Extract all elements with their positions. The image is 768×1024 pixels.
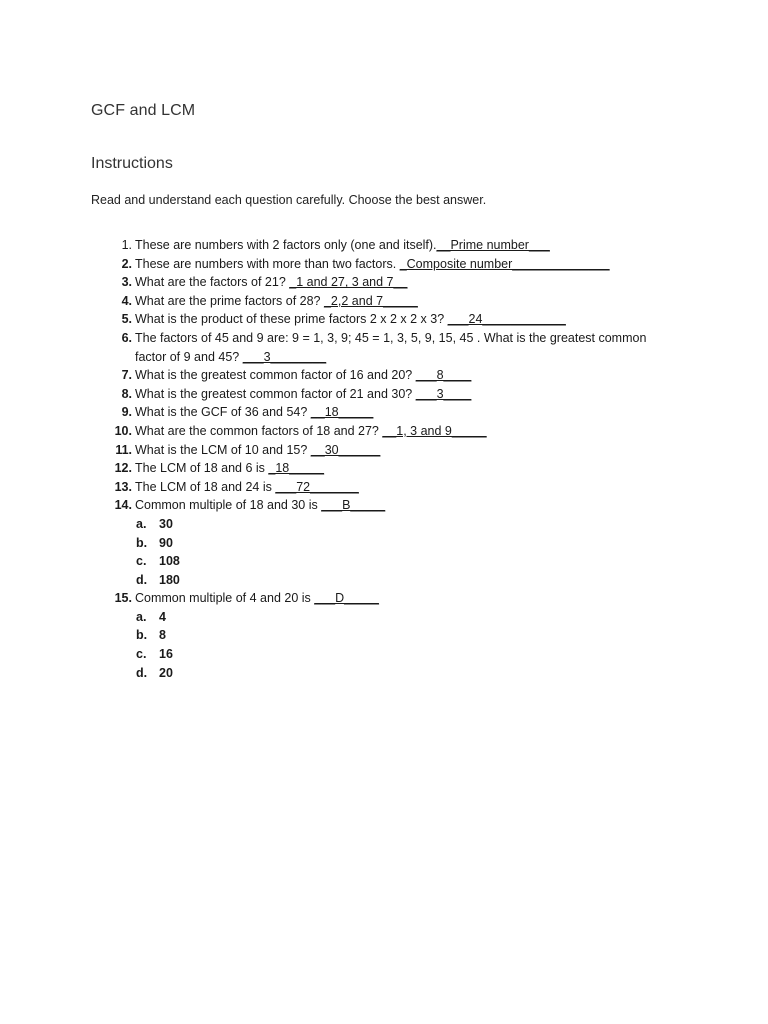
- question-prompt: Common multiple of 4 and 20 is: [135, 591, 315, 606]
- question-text: [135, 459, 680, 478]
- question-item: [0, 385, 768, 404]
- question-number: 3.: [121, 275, 132, 290]
- question-item: [0, 441, 768, 460]
- question-answer: ___3________: [242, 349, 327, 364]
- question-text: [135, 403, 680, 422]
- question-number: 14.: [114, 498, 132, 513]
- question-text: [135, 589, 680, 608]
- question-item: [0, 422, 768, 441]
- question-number: 1.: [121, 238, 132, 252]
- option-label: a.: [136, 516, 147, 531]
- answer-option: [0, 626, 768, 645]
- question-answer: ___24____________: [447, 312, 566, 327]
- answer-options: [0, 515, 768, 589]
- question-prompt: Common multiple of 18 and 30 is: [135, 498, 322, 513]
- option-label: a.: [136, 609, 147, 624]
- question-number: 2.: [121, 256, 132, 271]
- question-number: 5.: [121, 312, 132, 327]
- question-text: [135, 310, 680, 329]
- question-answer: ___3____: [415, 386, 472, 401]
- question-answer: _2,2 and 7_____: [323, 293, 418, 308]
- answer-options: [0, 608, 768, 682]
- question-number: 12.: [114, 461, 132, 476]
- question-item: [0, 310, 768, 329]
- question-text: [135, 385, 680, 404]
- question-answer: ___D_____: [314, 591, 379, 606]
- question-text: [135, 422, 680, 441]
- option-label: c.: [136, 554, 147, 569]
- question-text: [135, 236, 680, 255]
- question-prompt: What are the factors of 21?: [135, 275, 290, 290]
- question-number: 4.: [121, 293, 132, 308]
- option-value: 108: [159, 554, 180, 569]
- question-prompt: What is the LCM of 10 and 15?: [135, 442, 311, 457]
- question-text: [135, 441, 680, 460]
- answer-option: [0, 552, 768, 571]
- question-answer: ___B_____: [321, 498, 386, 513]
- question-number: 10.: [114, 423, 132, 438]
- question-prompt: The factors of 45 and 9 are: 9 = 1, 3, 9; 45 = 1, 3, 5, 9, 15, 45 . What is the greatest common factor of 9 and 45?: [135, 330, 647, 364]
- question-item: [0, 459, 768, 478]
- answer-option: [0, 534, 768, 553]
- option-label: b.: [136, 628, 148, 643]
- answer-option: [0, 664, 768, 683]
- question-item: [0, 478, 768, 497]
- option-value: 20: [159, 665, 173, 680]
- question-prompt: What is the greatest common factor of 21 and 30?: [135, 386, 416, 401]
- question-item: [0, 255, 768, 274]
- question-item: [0, 589, 768, 682]
- option-label: d.: [136, 665, 148, 680]
- option-value: 180: [159, 572, 180, 587]
- option-label: b.: [136, 535, 148, 550]
- answer-option: [0, 515, 768, 534]
- option-value: 30: [159, 516, 173, 531]
- question-text: [135, 292, 680, 311]
- question-item: [0, 236, 768, 255]
- option-label: d.: [136, 572, 148, 587]
- question-prompt: What is the greatest common factor of 16 and 20?: [135, 368, 416, 383]
- answer-option: [0, 571, 768, 590]
- question-prompt: The LCM of 18 and 24 is: [135, 479, 276, 494]
- instructions-heading: Instructions: [91, 155, 173, 172]
- question-number: 7.: [121, 368, 132, 383]
- answer-option: [0, 608, 768, 627]
- question-prompt: These are numbers with 2 factors only (one and itself).: [135, 238, 437, 252]
- question-prompt: The LCM of 18 and 6 is: [135, 461, 269, 476]
- question-answer: _1 and 27, 3 and 7__: [289, 275, 408, 290]
- option-value: 16: [159, 647, 173, 662]
- question-prompt: What are the common factors of 18 and 27?: [135, 423, 383, 438]
- question-number: 8.: [121, 386, 132, 401]
- answer-option: [0, 645, 768, 664]
- question-answer: __30______: [310, 442, 381, 457]
- question-answer: __Prime number___: [436, 238, 550, 252]
- option-label: c.: [136, 647, 147, 662]
- question-prompt: What is the product of these prime factors 2 x 2 x 2 x 3?: [135, 312, 448, 327]
- question-number: 13.: [114, 479, 132, 494]
- question-text: [135, 478, 680, 497]
- question-item: [0, 292, 768, 311]
- question-number: 9.: [121, 405, 132, 420]
- question-number: 15.: [114, 591, 132, 606]
- question-prompt: What are the prime factors of 28?: [135, 293, 324, 308]
- question-number: 11.: [115, 442, 132, 457]
- question-answer: __18_____: [310, 405, 374, 420]
- question-list: [0, 236, 768, 682]
- question-item: [0, 496, 768, 589]
- option-value: 4: [159, 609, 166, 624]
- option-value: 90: [159, 535, 173, 550]
- question-answer: ___8____: [415, 368, 472, 383]
- document-title: GCF and LCM: [91, 102, 196, 119]
- question-text: [135, 255, 680, 274]
- question-text: [135, 366, 680, 385]
- question-item: [0, 366, 768, 385]
- question-text: [135, 329, 680, 366]
- question-answer: ___72_______: [275, 479, 359, 494]
- question-answer: __1, 3 and 9_____: [382, 423, 487, 438]
- question-answer: _18_____: [268, 461, 325, 476]
- question-text: [135, 273, 680, 292]
- question-prompt: What is the GCF of 36 and 54?: [135, 405, 311, 420]
- question-text: [135, 496, 680, 515]
- question-prompt: These are numbers with more than two factors.: [135, 256, 400, 271]
- question-answer: _Composite number______________: [399, 256, 610, 271]
- question-item: [0, 329, 768, 366]
- question-item: [0, 273, 768, 292]
- question-number: 6.: [121, 330, 132, 345]
- question-item: [0, 403, 768, 422]
- option-value: 8: [159, 628, 166, 643]
- instructions-text: Read and understand each question carefully. Choose the best answer.: [91, 193, 487, 207]
